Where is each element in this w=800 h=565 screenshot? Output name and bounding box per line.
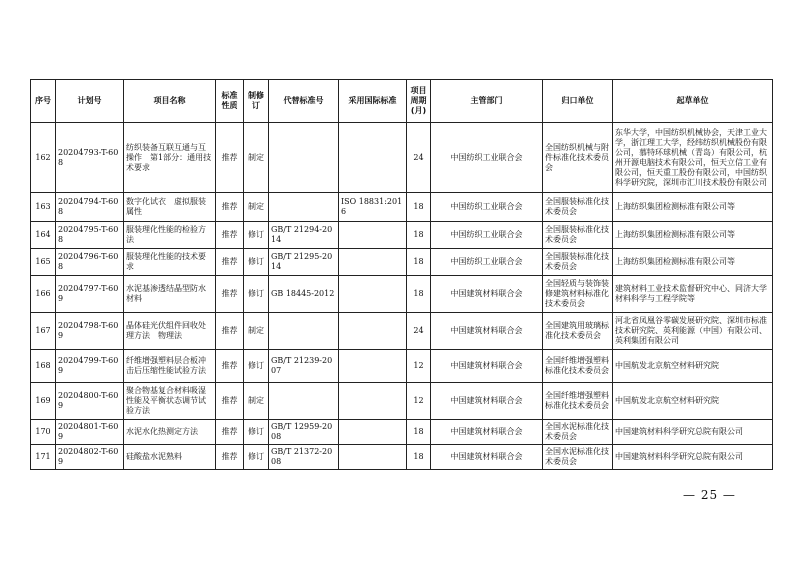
cell-replaced-standard: GB/T 21294-2014 (269, 222, 339, 249)
cell-technical-committee: 全国服装标准化技术委员会 (543, 249, 613, 276)
cell-replaced-standard: GB/T 21372-2008 (269, 445, 339, 470)
cell-standard-nature: 推荐 (216, 383, 244, 420)
cell-project-name: 水泥水化热测定方法 (124, 420, 216, 445)
table-header (31, 80, 773, 123)
cell-department: 中国建筑材料联合会 (431, 276, 543, 313)
header-technical-committee: 归口单位 (543, 80, 613, 123)
cell-project-name: 晶体硅光伏组件回收处理方法 物理法 (124, 313, 216, 350)
cell-plan-number: 20204796-T-608 (56, 249, 124, 276)
cell-row-number: 168 (31, 350, 56, 383)
cell-standard-nature: 推荐 (216, 193, 244, 222)
header-row (31, 80, 773, 123)
cell-technical-committee: 全国轻质与装饰装修建筑材料标准化技术委员会 (543, 276, 613, 313)
table-row (31, 313, 773, 350)
cell-row-number: 162 (31, 123, 56, 193)
table-row (31, 123, 773, 193)
cell-revision-type: 修订 (244, 445, 269, 470)
cell-standard-nature: 推荐 (216, 313, 244, 350)
cell-project-name: 服装理化性能的技术要求 (124, 249, 216, 276)
cell-revision-type: 修订 (244, 276, 269, 313)
header-period: 项目周期(月) (407, 80, 431, 123)
cell-replaced-standard (269, 313, 339, 350)
cell-international-standard: ISO 18831:2016 (339, 193, 407, 222)
cell-plan-number: 20204795-T-608 (56, 222, 124, 249)
page-number: — 25 — (683, 488, 736, 502)
cell-drafting-units: 河北省凤凰谷零碳发展研究院、深圳市标准技术研究院、英利能源（中国）有限公司、英利集团有限公司 (613, 313, 773, 350)
table-body (31, 123, 773, 470)
cell-department: 中国纺织工业联合会 (431, 123, 543, 193)
header-project-name: 项目名称 (124, 80, 216, 123)
cell-replaced-standard (269, 383, 339, 420)
cell-revision-type: 修订 (244, 350, 269, 383)
cell-row-number: 169 (31, 383, 56, 420)
cell-standard-nature: 推荐 (216, 222, 244, 249)
cell-revision-type: 制定 (244, 193, 269, 222)
header-no: 序号 (31, 80, 56, 123)
cell-department: 中国纺织工业联合会 (431, 249, 543, 276)
cell-project-period: 18 (407, 193, 431, 222)
cell-replaced-standard (269, 193, 339, 222)
cell-project-name: 纤维增强塑料层合板冲击后压缩性能试验方法 (124, 350, 216, 383)
cell-project-period: 12 (407, 350, 431, 383)
cell-plan-number: 20204800-T-609 (56, 383, 124, 420)
cell-international-standard (339, 123, 407, 193)
cell-department: 中国建筑材料联合会 (431, 383, 543, 420)
cell-standard-nature: 推荐 (216, 445, 244, 470)
cell-project-name: 聚合物基复合材料吸湿性能及平衡状态调节试验方法 (124, 383, 216, 420)
cell-replaced-standard: GB/T 12959-2008 (269, 420, 339, 445)
table-row (31, 420, 773, 445)
cell-project-name: 水泥基渗透结晶型防水材料 (124, 276, 216, 313)
cell-replaced-standard (269, 123, 339, 193)
cell-project-period: 24 (407, 313, 431, 350)
cell-revision-type: 制定 (244, 313, 269, 350)
cell-project-name: 硅酸盐水泥熟料 (124, 445, 216, 470)
cell-plan-number: 20204801-T-609 (56, 420, 124, 445)
cell-drafting-units: 中国建筑材料科学研究总院有限公司 (613, 445, 773, 470)
header-drafting-units: 起草单位 (613, 80, 773, 123)
cell-drafting-units: 上海纺织集团检测标准有限公司等 (613, 193, 773, 222)
table-row (31, 222, 773, 249)
table-row (31, 249, 773, 276)
cell-international-standard (339, 276, 407, 313)
cell-row-number: 165 (31, 249, 56, 276)
cell-plan-number: 20204797-T-609 (56, 276, 124, 313)
cell-international-standard (339, 313, 407, 350)
cell-drafting-units: 建筑材料工业技术监督研究中心、同济大学材料科学与工程学院等 (613, 276, 773, 313)
header-replaced-standard: 代替标准号 (269, 80, 339, 123)
cell-project-name: 纺织装备互联互通与互操作 第1部分：通用技术要求 (124, 123, 216, 193)
cell-row-number: 170 (31, 420, 56, 445)
cell-international-standard (339, 249, 407, 276)
cell-replaced-standard: GB/T 21239-2007 (269, 350, 339, 383)
table-row (31, 193, 773, 222)
cell-project-period: 18 (407, 445, 431, 470)
cell-plan-number: 20204798-T-609 (56, 313, 124, 350)
cell-department: 中国建筑材料联合会 (431, 350, 543, 383)
cell-project-period: 24 (407, 123, 431, 193)
cell-drafting-units: 上海纺织集团检测标准有限公司等 (613, 222, 773, 249)
cell-revision-type: 制定 (244, 383, 269, 420)
cell-technical-committee: 全国纤维增强塑料标准化技术委员会 (543, 383, 613, 420)
cell-international-standard (339, 445, 407, 470)
cell-revision-type: 修订 (244, 249, 269, 276)
table-row (31, 383, 773, 420)
cell-project-period: 12 (407, 383, 431, 420)
cell-standard-nature: 推荐 (216, 249, 244, 276)
cell-technical-committee: 全国纤维增强塑料标准化技术委员会 (543, 350, 613, 383)
header-department: 主管部门 (431, 80, 543, 123)
header-standard-nature: 标准性质 (216, 80, 244, 123)
header-revision-type: 制修订 (244, 80, 269, 123)
cell-international-standard (339, 420, 407, 445)
cell-row-number: 171 (31, 445, 56, 470)
cell-international-standard (339, 383, 407, 420)
cell-revision-type: 制定 (244, 123, 269, 193)
cell-international-standard (339, 350, 407, 383)
cell-technical-committee: 全国建筑用玻璃标准化技术委员会 (543, 313, 613, 350)
cell-row-number: 164 (31, 222, 56, 249)
cell-standard-nature: 推荐 (216, 123, 244, 193)
cell-drafting-units: 上海纺织集团检测标准有限公司等 (613, 249, 773, 276)
cell-technical-committee: 全国服装标准化技术委员会 (543, 193, 613, 222)
cell-replaced-standard: GB 18445-2012 (269, 276, 339, 313)
cell-department: 中国建筑材料联合会 (431, 420, 543, 445)
cell-technical-committee: 全国水泥标准化技术委员会 (543, 445, 613, 470)
table-row (31, 276, 773, 313)
cell-department: 中国纺织工业联合会 (431, 222, 543, 249)
cell-plan-number: 20204793-T-608 (56, 123, 124, 193)
standards-plan-table (30, 79, 773, 470)
cell-plan-number: 20204799-T-609 (56, 350, 124, 383)
cell-drafting-units: 中国建筑材料科学研究总院有限公司 (613, 420, 773, 445)
cell-revision-type: 修订 (244, 420, 269, 445)
cell-row-number: 166 (31, 276, 56, 313)
cell-technical-committee: 全国纺织机械与附件标准化技术委员会 (543, 123, 613, 193)
table-row (31, 350, 773, 383)
header-plan-number: 计划号 (56, 80, 124, 123)
cell-row-number: 163 (31, 193, 56, 222)
cell-international-standard (339, 222, 407, 249)
cell-standard-nature: 推荐 (216, 420, 244, 445)
cell-drafting-units: 中国航发北京航空材料研究院 (613, 350, 773, 383)
cell-technical-committee: 全国服装标准化技术委员会 (543, 222, 613, 249)
cell-plan-number: 20204794-T-608 (56, 193, 124, 222)
cell-row-number: 167 (31, 313, 56, 350)
cell-project-period: 18 (407, 222, 431, 249)
cell-standard-nature: 推荐 (216, 350, 244, 383)
cell-department: 中国纺织工业联合会 (431, 193, 543, 222)
cell-revision-type: 修订 (244, 222, 269, 249)
cell-project-period: 18 (407, 420, 431, 445)
cell-project-name: 服装理化性能的检验方法 (124, 222, 216, 249)
header-international-standard: 采用国际标准 (339, 80, 407, 123)
cell-standard-nature: 推荐 (216, 276, 244, 313)
cell-replaced-standard: GB/T 21295-2014 (269, 249, 339, 276)
cell-plan-number: 20204802-T-609 (56, 445, 124, 470)
cell-project-period: 18 (407, 276, 431, 313)
cell-project-name: 数字化试衣 虚拟服装属性 (124, 193, 216, 222)
cell-drafting-units: 东华大学，中国纺织机械协会，天津工业大学，浙江理工大学，经纬纺织机械股份有限公司，慕特环球机械（青岛）有限公司，杭州开源电脑技术有限公司，恒天立信工业有限公司，恒天重工股份有限公司，中国纺织科学研究院，深圳市汇川技术股份有限公司 (613, 123, 773, 193)
cell-project-period: 18 (407, 249, 431, 276)
cell-drafting-units: 中国航发北京航空材料研究院 (613, 383, 773, 420)
cell-technical-committee: 全国水泥标准化技术委员会 (543, 420, 613, 445)
cell-department: 中国建筑材料联合会 (431, 445, 543, 470)
table-row (31, 445, 773, 470)
cell-department: 中国建筑材料联合会 (431, 313, 543, 350)
